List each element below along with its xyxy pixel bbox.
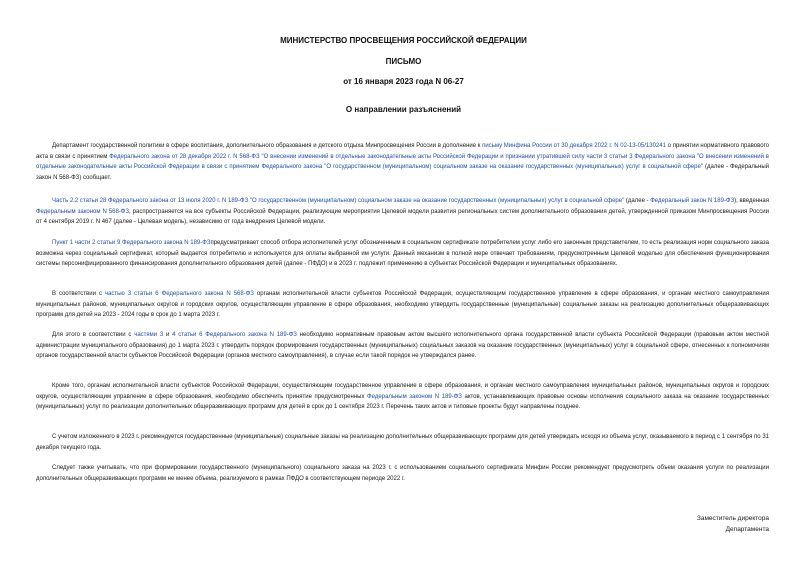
p2-text-1: (далее -: [624, 198, 651, 204]
paragraph-5: [36, 330, 769, 362]
p4-text-1: В соответствии с: [52, 291, 105, 297]
p6-text-1: Кроме того, органам исполнительной власти субъектов Российской Федерации, осуществляющим государственное управление в сфере образования, и органам местного самоуправления муниципальных районов, муниципальных округов и городских округов, осуществляющим управление в сфере образования, необходимо обеспечить принятие предусмотренных: [36, 383, 769, 400]
link-federal-law-189-2[interactable]: Федеральным законом N 189-ФЗ: [367, 393, 462, 400]
paragraph-3: [36, 238, 769, 270]
p1-text-2: о принятии нормативного правового акта в связи с принятием: [36, 143, 769, 160]
signature-position: Заместитель директора: [696, 515, 769, 522]
signature-department: Департамента: [725, 526, 769, 533]
document-subject: О направлении разъяснений: [345, 105, 462, 114]
link-part-3-article-6-law-568[interactable]: частью 3 статьи 6 Федерального закона N 568-ФЗ: [104, 291, 254, 297]
paragraph-6: [36, 381, 769, 413]
p6-text-2: актов, устанавливающих правовые основы исполнения социального заказа на оказание государственных (муниципальных) услуг по реализации дополнительных общеразвивающих программ для детей в срок до 1 сентября 2023 г. Перечень таких актов и типовые проекты будут направлены позднее.: [36, 393, 769, 410]
p1-text-3: (далее - Федеральный закон N 568-ФЗ) сообщает.: [36, 164, 769, 181]
p5-text-2: и: [163, 332, 173, 338]
link-federal-law-568[interactable]: Федерального закона от 28 декабря 2022 г. N 568-ФЗ "О внесении изменений в отдельные законодательные акты Российской Федерации и признании утратившей силу части 3 статьи 3 Федерального закона "О внесении изменений в отдельные законодательные акты Российской Федерации в связи с принятием Федерального закона "О государственном (муниципальном) социальном заказе на оказание государственных (муниципальных) услуг в социальной сфере": [36, 153, 769, 170]
link-part-2-2-article-28[interactable]: Часть 2.2 статьи 28 Федерального закона от 13 июля 2020 г. N 189-ФЗ "О государственном (муниципальном) социальном заказе на оказание государственных (муниципальных) услуг в социальной сфере": [52, 198, 625, 204]
p7-text-1: С учетом изложенного в 2023 г. рекомендуется государственные (муниципальные) социальные заказы на реализацию дополнительных общеразвивающих программ для детей утверждать исходя из объема услуг, оказываемого в период с 1 сентября по 31 декабря текущего года.: [36, 434, 769, 451]
document-type: ПИСЬМО: [385, 57, 422, 66]
p4-text-2: органам исполнительной власти субъектов Российской Федерации, осуществляющим государственное управление в сфере образования, и органам местного самоуправления муниципальных районов, муниципальных округов и городских округов, осуществляющим управление в сфере образования, необходимо утвердить государственные (муниципальные) социальные заказы на реализацию дополнительных общеразвивающих программ для детей на 2023 - 2024 годы в срок до 1 марта 2023 г.: [36, 291, 770, 318]
paragraph-1: [36, 141, 769, 183]
link-federal-law-189[interactable]: Федеральный закон N 189-ФЗ: [650, 198, 735, 204]
ministry-title: МИНИСТЕРСТВО ПРОСВЕЩЕНИЯ РОССИЙСКОЙ ФЕДЕРАЦИИ: [280, 36, 527, 45]
paragraph-7: [36, 432, 769, 453]
link-point-1-part-2-article-9[interactable]: Пункт 1 части 2 статьи 9 Федерального закона N 189-ФЗ: [52, 240, 211, 246]
paragraph-8: [36, 463, 769, 484]
link-minfin-letter[interactable]: письму Минфина России от 30 декабря 2022 г. N 02-13-05/130241: [482, 143, 666, 149]
p2-text-2: ), введенная: [734, 198, 770, 204]
p1-text-1: Департамент государственной политики в сфере воспитания, дополнительного образования и детского отдыха Минпросвещения России в дополнение к: [52, 143, 483, 149]
paragraph-2: [36, 196, 769, 228]
p8-text-1: Следует также учитывать, что при формировании государственного (муниципального) социального заказа на 2023 г. с использованием социального сертификата Минфин России рекомендует предусмотреть объем оказания услуги по реализации дополнительных общеразвивающих программ не менее объема, реализуемого в рамках ПФДО в соответствующем периоде 2022 г.: [36, 465, 769, 482]
p5-text-3: необходимо нормативным правовым актом высшего исполнительного органа государственной власти субъекта Российской Федерации (правовым актом местной администрации муниципального образования) до 1 марта 2023 г. утвердить порядок формирования государственных (муниципальных) социальных заказов на оказание государственных (муниципальных) услуг в социальной сфере, отнесенных к полномочиям органов государственной власти субъектов Российской Федерации (органов местного самоуправления), в случае если такой порядок не утверждался ранее.: [36, 332, 769, 359]
paragraph-4: [36, 289, 769, 321]
p2-text-3: , распространяется на все субъекты Российской Федерации, реализующие мероприятия Целевой модели развития региональных систем дополнительного образования детей, утвержденной приказом Минпросвещения России от 4 сентября 2019 г. N 467 (далее - Целевая модель), независимо от года внедрения Целевой модели.: [36, 208, 769, 225]
link-4-article-6-law-189[interactable]: 4 статьи 6 Федерального закона N 189-ФЗ: [172, 332, 297, 338]
link-federal-law-568-2[interactable]: Федеральным законом N 568-ФЗ: [36, 208, 129, 215]
p3-text-1: предусматривает способ отбора исполнителей услуг обозначенным в социальном сертификате потребителем услуг либо его законным представителем, то есть реализация норм социального заказа возможна через социальный сертификат, который выдается потребителю и используется для оплаты выбранной им услуги. Данный механизм в полной мере отвечает требованиям, предусмотренным Целевой моделью для обеспечения функционирования системы персонифицированного финансирования дополнительного образования детей (далее - ПФДО) и в 2023 г. подлежит применению в субъектах Российской Федерации и муниципальных образованиях.: [36, 240, 769, 267]
document-date-number: от 16 января 2023 года N 06-27: [343, 77, 464, 86]
link-parts-3[interactable]: частями 3: [134, 332, 164, 338]
p5-text-1: Для этого в соответствии с: [52, 332, 135, 338]
